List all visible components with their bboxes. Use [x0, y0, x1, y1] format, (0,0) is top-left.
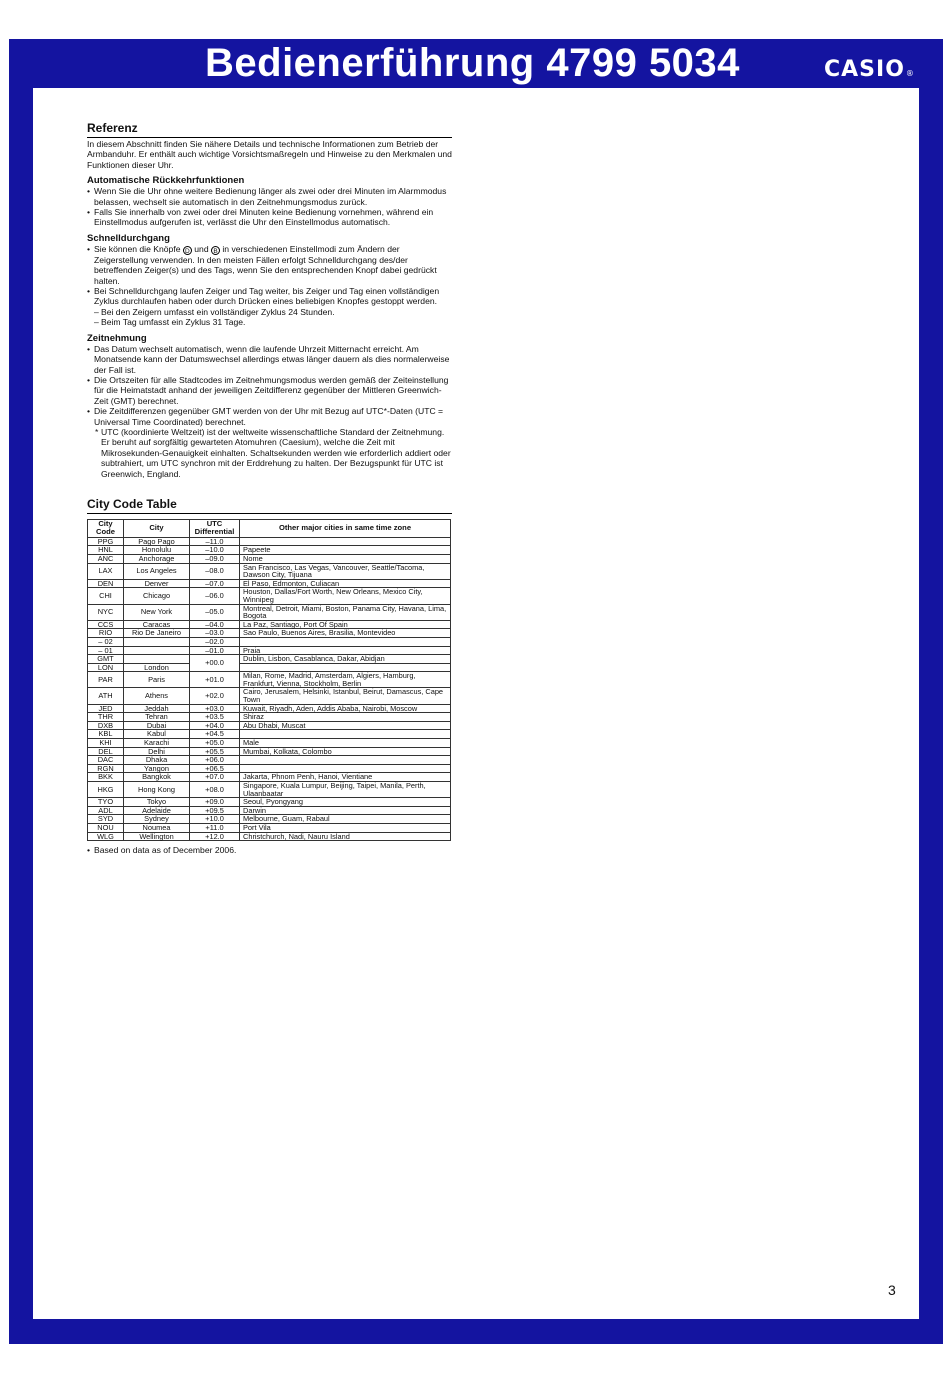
table-row — [88, 782, 451, 798]
referenz-heading: Referenz — [87, 120, 452, 138]
referenz-intro: In diesem Abschnitt finden Sie nähere Details und technische Informationen zum Betrieb der Armbanduhr. Er enthält auch wichtige Vorsichtsmaßregeln und Hinweise zu den Merkmalen und Funktionen dieser Uhr. — [87, 139, 452, 170]
city-name-cell: Karachi — [124, 739, 190, 748]
asterisk-icon: * — [95, 426, 99, 437]
utc-cell: +02.0 — [190, 688, 240, 704]
city-name-cell: Tehran — [124, 713, 190, 722]
table-row — [88, 588, 451, 604]
city-name-cell: Noumea — [124, 823, 190, 832]
city-name-cell: Sydney — [124, 815, 190, 824]
other-cities-cell: Milan, Rome, Madrid, Amsterdam, Algiers, Hamburg, Frankfurt, Vienna, Stockholm, Berlin — [240, 672, 451, 688]
timekeeping-heading: Zeitnehmung — [87, 332, 147, 344]
other-cities-cell: Houston, Dallas/Fort Worth, New Orleans, Mexico City, Winnipeg — [240, 588, 451, 604]
city-table-heading: City Code Table — [87, 496, 452, 514]
city-name-cell: Caracas — [124, 620, 190, 629]
table-row — [88, 823, 451, 832]
city-name-cell: Honolulu — [124, 546, 190, 555]
utc-cell: –09.0 — [190, 554, 240, 563]
utc-cell: +09.0 — [190, 798, 240, 807]
other-cities-cell: Port Vila — [240, 823, 451, 832]
city-code-cell: TYO — [88, 798, 124, 807]
other-cities-cell — [240, 756, 451, 765]
city-code-cell: PPG — [88, 537, 124, 546]
other-cities-cell — [240, 537, 451, 546]
utc-note: * UTC (koordinierte Weltzeit) ist der weltweite wissenschaftliche Standard der Zeitnehmung. Er beruht auf sorgfältig gewarteten Atomuhren (Caesium), welche die Zeit mit Mikrosekunden-Genauigkeit einhalten. Schaltsekunden werden wie erforderlich addiert oder subtrahiert, um UTC synchron mit der Erddrehung zu halten. Der Bezugspunkt für UTC ist Greenwich, England. — [95, 426, 451, 479]
utc-cell: +01.0 — [190, 672, 240, 688]
city-name-cell: Los Angeles — [124, 563, 190, 579]
table-row — [88, 704, 451, 713]
city-name-cell: Adelaide — [124, 806, 190, 815]
city-code-cell: ADL — [88, 806, 124, 815]
city-code-cell: LAX — [88, 563, 124, 579]
sub-item: – Beim Tag umfasst ein Zyklus 31 Tage. — [94, 317, 246, 328]
fast-forward-list — [87, 244, 452, 307]
utc-cell: +00.0 — [190, 655, 240, 672]
city-name-cell: Athens — [124, 688, 190, 704]
other-cities-cell: Montreal, Detroit, Miami, Boston, Panama City, Havana, Lima, Bogota — [240, 604, 451, 620]
other-cities-cell: Cairo, Jerusalem, Helsinki, Istanbul, Beirut, Damascus, Cape Town — [240, 688, 451, 704]
city-code-cell: HKG — [88, 782, 124, 798]
table-row — [88, 655, 451, 664]
list-item: • Bei Schnelldurchgang laufen Zeiger und Tag weiter, bis Zeiger und Tag einen vollständigen Zyklus durchlaufen haben oder durch Drücken eines beliebigen Knopfes gestoppt werden. — [87, 286, 440, 307]
city-code-cell: HNL — [88, 546, 124, 555]
bullet-icon: • — [87, 207, 91, 218]
city-code-cell: JED — [88, 704, 124, 713]
utc-cell: –07.0 — [190, 579, 240, 588]
city-name-cell: Dhaka — [124, 756, 190, 765]
button-d-icon: D — [183, 246, 192, 255]
utc-cell: –05.0 — [190, 604, 240, 620]
utc-cell: +05.0 — [190, 739, 240, 748]
utc-cell: –10.0 — [190, 546, 240, 555]
utc-cell: +10.0 — [190, 815, 240, 824]
utc-cell: +11.0 — [190, 823, 240, 832]
city-name-cell: Chicago — [124, 588, 190, 604]
table-row — [88, 721, 451, 730]
list-item: • Wenn Sie die Uhr ohne weitere Bedienung länger als zwei oder drei Minuten im Alarmmodus belassen, wechselt sie automatisch in den Zeitnehmungsmodus zurück. — [87, 186, 447, 207]
auto-return-heading: Automatische Rückkehrfunktionen — [87, 175, 245, 187]
sub-item: – Bei den Zeigern umfasst ein vollständiger Zyklus 24 Stunden. — [94, 306, 335, 317]
city-name-cell: Pago Pago — [124, 537, 190, 546]
timekeeping-list — [87, 344, 452, 427]
table-row — [88, 637, 451, 646]
other-cities-cell: Darwin — [240, 806, 451, 815]
city-name-cell: Jeddah — [124, 704, 190, 713]
city-name-cell: Paris — [124, 672, 190, 688]
city-code-cell: RIO — [88, 629, 124, 638]
other-cities-cell: Christchurch, Nadi, Nauru Island — [240, 832, 451, 841]
column-header-code: City Code — [88, 519, 124, 537]
utc-cell: +07.0 — [190, 773, 240, 782]
utc-cell: –03.0 — [190, 629, 240, 638]
city-code-cell: KBL — [88, 730, 124, 739]
utc-cell: +06.0 — [190, 756, 240, 765]
utc-cell: –01.0 — [190, 646, 240, 655]
city-name-cell: Anchorage — [124, 554, 190, 563]
other-cities-cell: La Paz, Santiago, Port Of Spain — [240, 620, 451, 629]
utc-cell: +04.0 — [190, 721, 240, 730]
city-name-cell: Rio De Janeiro — [124, 629, 190, 638]
utc-cell: +06.5 — [190, 764, 240, 773]
utc-cell: –06.0 — [190, 588, 240, 604]
city-code-cell: ANC — [88, 554, 124, 563]
utc-cell: –11.0 — [190, 537, 240, 546]
table-row — [88, 756, 451, 765]
utc-cell: +08.0 — [190, 782, 240, 798]
other-cities-cell: San Francisco, Las Vegas, Vancouver, Seattle/Tacoma, Dawson City, Tijuana — [240, 563, 451, 579]
bullet-icon: • — [87, 343, 91, 354]
registered-mark: ® — [905, 69, 915, 78]
city-code-cell: PAR — [88, 672, 124, 688]
page-number: 3 — [888, 1282, 896, 1298]
table-body — [88, 537, 451, 840]
other-cities-cell: Abu Dhabi, Muscat — [240, 721, 451, 730]
button-b-icon: B — [211, 246, 220, 255]
table-row — [88, 747, 451, 756]
city-code-cell: CHI — [88, 588, 124, 604]
table-row — [88, 604, 451, 620]
bullet-icon: • — [87, 406, 91, 417]
bullet-icon: • — [87, 186, 91, 197]
list-item: • Sie können die Knöpfe D und B in verschiedenen Einstellmodi zum Ändern der Zeigerstellung verwenden. In den meisten Fällen erfolgt Schnelldurchgang des/der betreffenden Zeiger(s) und des Tags, wenn Sie den entsprechenden Knopf dabei gedrückt halten. — [87, 243, 437, 286]
table-header-row — [88, 519, 451, 537]
utc-cell: –02.0 — [190, 637, 240, 646]
table-row — [88, 629, 451, 638]
city-code-cell: – 02 — [88, 637, 124, 646]
list-item: • Das Datum wechselt automatisch, wenn die laufende Uhrzeit Mitternacht erreicht. Am Monatsende kann der Datumswechsel allerdings etwas länger dauern als dies normalerweise der Fall ist. — [87, 343, 450, 375]
table-row — [88, 554, 451, 563]
table-footnote: • Based on data as of December 2006. — [87, 845, 237, 856]
city-name-cell: Dubai — [124, 721, 190, 730]
table-row — [88, 730, 451, 739]
city-name-cell: New York — [124, 604, 190, 620]
city-code-cell: DXB — [88, 721, 124, 730]
city-name-cell: Kabul — [124, 730, 190, 739]
city-name-cell: Wellington — [124, 832, 190, 841]
utc-cell: –04.0 — [190, 620, 240, 629]
city-name-cell — [124, 637, 190, 646]
city-code-cell: NOU — [88, 823, 124, 832]
city-code-table — [87, 519, 451, 841]
logo-text: CASIO — [824, 57, 905, 82]
city-name-cell: Delhi — [124, 747, 190, 756]
city-code-cell: LON — [88, 663, 124, 672]
city-code-cell: GMT — [88, 655, 124, 664]
other-cities-cell: Kuwait, Riyadh, Aden, Addis Ababa, Nairobi, Moscow — [240, 704, 451, 713]
city-code-cell: ATH — [88, 688, 124, 704]
city-code-cell: THR — [88, 713, 124, 722]
city-code-cell: BKK — [88, 773, 124, 782]
city-name-cell: Hong Kong — [124, 782, 190, 798]
other-cities-cell: Seoul, Pyongyang — [240, 798, 451, 807]
city-code-cell: DEN — [88, 579, 124, 588]
other-cities-cell: Mumbai, Kolkata, Colombo — [240, 747, 451, 756]
other-cities-cell — [240, 730, 451, 739]
utc-cell: +05.5 — [190, 747, 240, 756]
bullet-icon: • — [87, 845, 91, 856]
dash-icon: – — [94, 306, 99, 317]
city-code-cell: CCS — [88, 620, 124, 629]
auto-return-list — [87, 186, 452, 228]
column-header-utc: UTC Differential — [190, 519, 240, 537]
table-row — [88, 832, 451, 841]
city-name-cell: Bangkok — [124, 773, 190, 782]
table-row — [88, 739, 451, 748]
other-cities-cell: Papeete — [240, 546, 451, 555]
city-code-cell: DEL — [88, 747, 124, 756]
other-cities-cell: Praia — [240, 646, 451, 655]
column-header-other-cities: Other major cities in same time zone — [240, 519, 451, 537]
city-name-cell: Denver — [124, 579, 190, 588]
other-cities-cell: El Paso, Edmonton, Culiacan — [240, 579, 451, 588]
bullet-icon: • — [87, 374, 91, 385]
city-code-cell: WLG — [88, 832, 124, 841]
page-title: Bedienerführung 4799 5034 — [205, 41, 740, 85]
city-name-cell: Yangon — [124, 764, 190, 773]
city-name-cell — [124, 646, 190, 655]
list-item: • Die Zeitdifferenzen gegenüber GMT werden von der Uhr mit Bezug auf UTC*-Daten (UTC = Universal Time Coordinated) berechnet. — [87, 406, 444, 427]
other-cities-cell: Shiraz — [240, 713, 451, 722]
utc-cell: +09.5 — [190, 806, 240, 815]
dash-icon: – — [94, 317, 99, 328]
table-row — [88, 798, 451, 807]
city-code-cell: SYD — [88, 815, 124, 824]
other-cities-cell: Male — [240, 739, 451, 748]
other-cities-cell — [240, 637, 451, 646]
list-item: • Die Ortszeiten für alle Stadtcodes im Zeitnehmungsmodus werden gemäß der Zeiteinstellung für die Heimatstadt anhand der jeweiligen Zeitdifferenz gegenüber der Mittleren Greenwich-Zeit (GMT) berechnet. — [87, 374, 449, 406]
utc-cell: +04.5 — [190, 730, 240, 739]
table-row — [88, 688, 451, 704]
other-cities-cell: Jakarta, Phnom Penh, Hanoi, Vientiane — [240, 773, 451, 782]
bullet-icon: • — [87, 243, 91, 254]
casio-logo — [824, 57, 915, 87]
list-item: • Falls Sie innerhalb von zwei oder drei Minuten keine Bedienung vornehmen, während ein Einstellmodus aufgerufen ist, verlässt die Uhr den Einstellmodus automatisch. — [87, 207, 434, 228]
other-cities-cell: Melbourne, Guam, Rabaul — [240, 815, 451, 824]
city-name-cell: London — [124, 663, 190, 672]
city-code-cell: NYC — [88, 604, 124, 620]
column-header-city: City — [124, 519, 190, 537]
other-cities-cell: Nome — [240, 554, 451, 563]
text-column — [87, 120, 452, 856]
city-name-cell — [124, 655, 190, 664]
table-row — [88, 563, 451, 579]
fast-forward-heading: Schnelldurchgang — [87, 232, 170, 244]
other-cities-cell: Sao Paulo, Buenos Aires, Brasilia, Montevideo — [240, 629, 451, 638]
bullet-icon: • — [87, 286, 91, 297]
city-name-cell: Tokyo — [124, 798, 190, 807]
city-code-cell: KHI — [88, 739, 124, 748]
city-code-cell: – 01 — [88, 646, 124, 655]
utc-cell: +03.0 — [190, 704, 240, 713]
other-cities-cell: Dublin, Lisbon, Casablanca, Dakar, Abidjan — [240, 655, 451, 664]
city-code-cell: DAC — [88, 756, 124, 765]
utc-cell: +12.0 — [190, 832, 240, 841]
other-cities-cell: Singapore, Kuala Lumpur, Beijing, Taipei, Manila, Perth, Ulaanbaatar — [240, 782, 451, 798]
table-row — [88, 672, 451, 688]
utc-cell: +03.5 — [190, 713, 240, 722]
utc-cell: –08.0 — [190, 563, 240, 579]
city-code-cell: RGN — [88, 764, 124, 773]
